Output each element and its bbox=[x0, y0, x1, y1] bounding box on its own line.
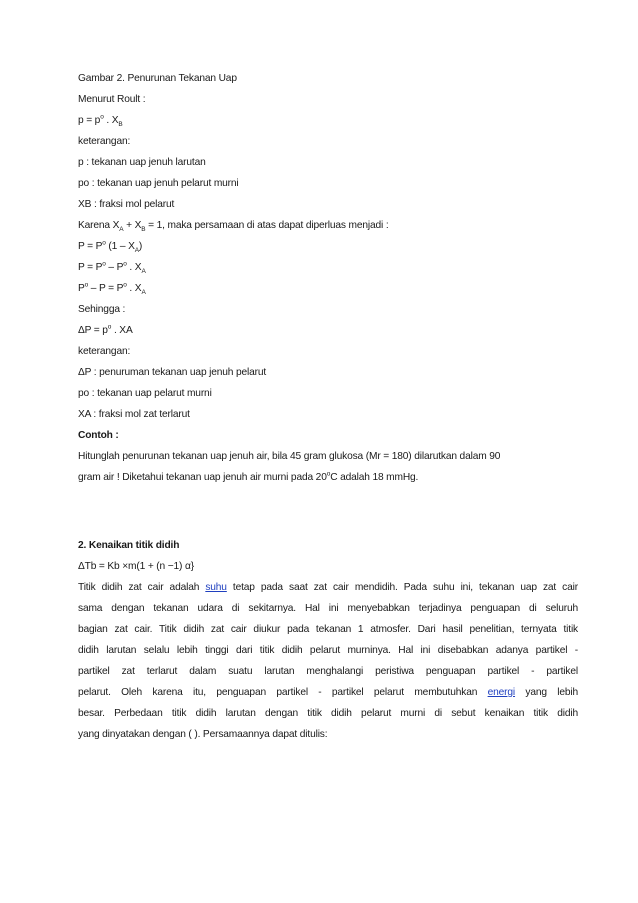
definition-6: XA : fraksi mol zat terlarut bbox=[78, 409, 190, 420]
paragraph-line-4: didih larutan selalu lebih tinggi dari titik didih pelarut murninya. Hal ini disebabkan adanya partikel - bbox=[78, 645, 578, 656]
formula-2: $P = P^o$ $(1 - X_A)$ bbox=[78, 239, 143, 255]
paragraph-line-7: besar. Perbedaan titik didih larutan dengan titik didih pelarut murni di sebut kenaikan titik didih bbox=[78, 708, 578, 719]
paragraph-line-5: partikel zat terlarut dalam suatu larutan menghalangi peristiwa penguapan partikel - partikel bbox=[78, 666, 578, 677]
definition-2: po : tekanan uap jenuh pelarut murni bbox=[78, 178, 239, 189]
paragraph-line-8: yang dinyatakan dengan ( ). Persamaannya dapat ditulis: bbox=[78, 729, 328, 740]
paragraph-line-3: bagian zat cair. Titik didih zat cair diukur pada tekanan 1 atmosfer. Dari hasil penelitian, ternyata titik bbox=[78, 624, 578, 635]
keterangan-label-1: keterangan: bbox=[78, 136, 131, 147]
sehingga-label: Sehingga : bbox=[78, 304, 126, 315]
contoh-line-2: gram air ! Diketahui tekanan uap jenuh air murni pada 20$^o$C adalah 18 mmHg. bbox=[78, 470, 419, 483]
definition-3: XB : fraksi mol pelarut bbox=[78, 199, 175, 210]
contoh-line-1: Hitunglah penurunan tekanan uap jenuh air, bila 45 gram glukosa (Mr = 180) dilarutkan dalam 90 bbox=[78, 451, 501, 462]
formula-3: $P = P^o - P^o$ . $X_A$ bbox=[78, 260, 146, 276]
formula-5: $\Delta P = p^o$ . XA bbox=[78, 323, 133, 336]
definition-5: po : tekanan uap pelarut murni bbox=[78, 388, 212, 399]
document-page bbox=[78, 72, 578, 749]
definition-4: ΔP : penuruman tekanan uap jenuh pelarut bbox=[78, 367, 267, 378]
paragraph-line-2: sama dengan tekanan udara di sekitarnya. Hal ini menyebabkan terjadinya penguapan di seluruh bbox=[78, 603, 578, 614]
contoh-heading: Contoh : bbox=[78, 430, 119, 441]
paragraph-line-6: pelarut. Oleh karena itu, penguapan partikel - partikel pelarut membutuhkan energi yang lebih bbox=[78, 687, 578, 698]
roult-label: Menurut Roult : bbox=[78, 94, 146, 105]
formula-6: ΔTb = Kb ×m(1 + (n −1) α} bbox=[78, 561, 194, 572]
figure-caption: Gambar 2. Penurunan Tekanan Uap bbox=[78, 73, 237, 84]
section-gap bbox=[78, 492, 578, 539]
paragraph-line-1: Titik didih zat cair adalah suhu tetap pada saat zat cair mendidih. Pada suhu ini, tekanan uap zat cair bbox=[78, 582, 578, 593]
karena-line: Karena $X_A + X_B = 1$, maka persamaan di atas dapat diperluas menjadi : bbox=[78, 220, 389, 234]
formula-1: $p = p^o$ . $X_B$ bbox=[78, 113, 123, 129]
keterangan-label-2: keterangan: bbox=[78, 346, 131, 357]
suhu-link[interactable]: suhu bbox=[205, 582, 227, 593]
energi-link[interactable]: energi bbox=[487, 687, 516, 698]
formula-4: $P^o - P = P^o$ . $X_A$ bbox=[78, 281, 146, 297]
section-heading-2: 2. Kenaikan titik didih bbox=[78, 540, 180, 551]
definition-1: p : tekanan uap jenuh larutan bbox=[78, 157, 206, 168]
